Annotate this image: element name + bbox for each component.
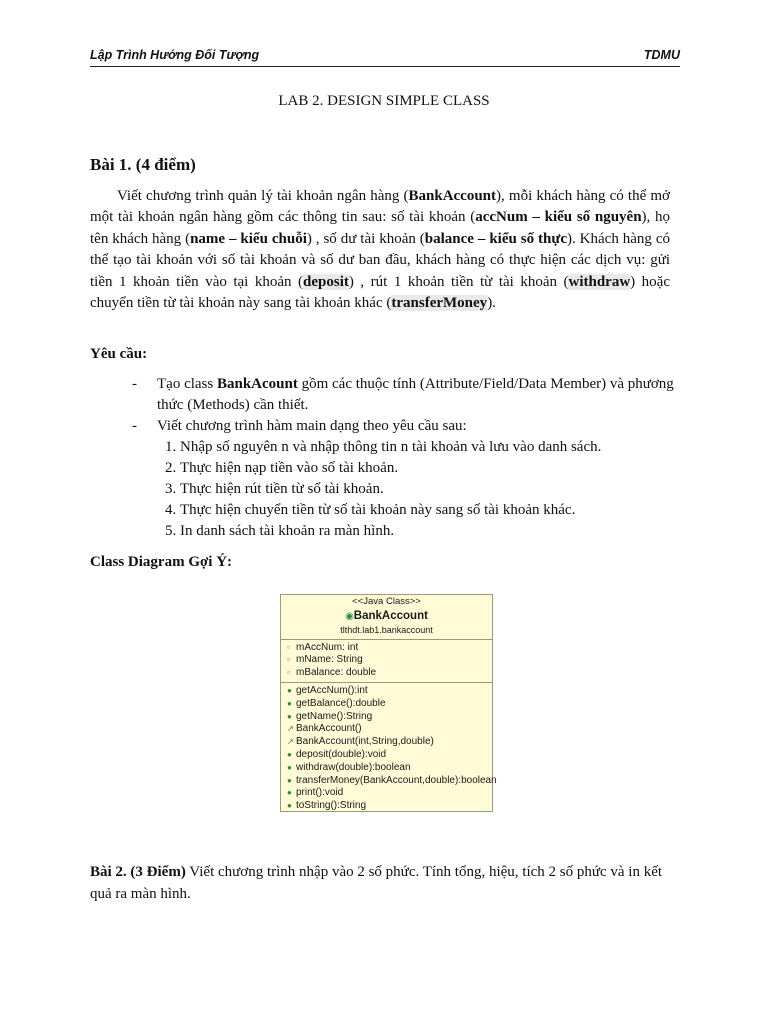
text-run: Tạo class (157, 376, 217, 392)
class-name-term: BankAcount (216, 376, 298, 392)
transfer-money-term: transferMoney (391, 295, 488, 312)
uml-field (287, 642, 492, 655)
public-method-icon: ● (287, 788, 292, 798)
text-run: gồm các thuộc tính (Attribute/Field/Data Member) và phương thức (Methods) cần thiết. (157, 376, 674, 413)
class-icon: ◉ (345, 610, 354, 622)
header-institution: TDMU (643, 48, 680, 62)
uml-method-text: getName():String (296, 710, 373, 722)
step-item: 3. Thực hiện rút tiền từ số tài khoản. (180, 479, 677, 500)
deposit-term: deposit (303, 273, 349, 290)
uml-method-text: getAccNum():int (296, 684, 368, 696)
uml-class-diagram (280, 594, 497, 812)
uml-class-header (281, 595, 492, 640)
text-run: ) hoặc chuyển tiền từ tài khoản này sang tài khoản khác ( (90, 273, 670, 312)
uml-field (287, 667, 492, 680)
constructor-icon: ↗ (287, 737, 294, 747)
step-item: 2. Thực hiện nạp tiền vào số tài khoản. (180, 458, 677, 479)
class-name-term: BankAccount (408, 188, 497, 204)
exercise-2-heading: Bài 2. (3 Điểm) (90, 864, 186, 880)
uml-method-text: withdraw(double):boolean (296, 761, 411, 773)
uml-method (287, 736, 492, 749)
exercise-2 (90, 862, 675, 905)
uml-class-name-text: BankAccount (353, 609, 428, 622)
step-item: 4. Thực hiện chuyển tiền từ số tài khoản này sang số tài khoản khác. (180, 500, 677, 521)
text-run: ). (487, 295, 496, 312)
uml-field-text: mBalance: double (296, 667, 377, 679)
uml-method-text: BankAccount(int,String,double) (296, 736, 434, 748)
text-run: ) , rút 1 khoản tiền từ tài khoản ( (348, 273, 569, 290)
private-field-icon: ▫ (287, 642, 290, 652)
requirement-item (132, 374, 677, 416)
uml-stereotype: <<Java Class>> (352, 596, 421, 607)
uml-method (287, 723, 492, 736)
public-method-icon: ● (287, 801, 292, 811)
lab-title: LAB 2. DESIGN SIMPLE CLASS (278, 93, 490, 109)
uml-class-name (281, 609, 492, 624)
uml-method (287, 711, 492, 724)
public-method-icon: ● (287, 775, 292, 785)
exercise-1-heading: Bài 1. (4 điểm) (90, 155, 196, 174)
text-run: ), họ tên khách hàng ( (90, 209, 670, 247)
uml-package: tlthdt.lab1.bankaccount (340, 624, 433, 635)
header-course-title: Lập Trình Hướng Đối Tượng (90, 48, 260, 62)
uml-method-text: toString():String (296, 800, 367, 812)
uml-method (287, 762, 492, 775)
text-run: ). Khách hàng có thể tạo tài khoản với số tài khoản và số dư ban đầu, khách hàng có thực hiện các dịch vụ: gửi tiền 1 khoản tiền vào tại khoản ( (90, 230, 671, 290)
uml-field-text: mName: String (296, 654, 363, 666)
private-field-icon: ▫ (287, 655, 290, 665)
main-steps-list (157, 437, 677, 542)
uml-method-text: getBalance():double (296, 697, 386, 709)
constructor-icon: ↗ (287, 724, 294, 734)
uml-field-text: mAccNum: int (296, 641, 359, 653)
exercise-1-description (90, 186, 670, 314)
text-run: Viết chương trình quản lý tài khoản ngân hàng ( (117, 188, 409, 204)
requirement-item (132, 416, 677, 542)
public-method-icon: ● (287, 698, 292, 708)
uml-method (287, 774, 497, 788)
uml-method-text: deposit(double):void (296, 748, 387, 760)
public-method-icon: ● (287, 749, 292, 759)
uml-methods-section (281, 683, 497, 815)
uml-method (287, 749, 492, 762)
text-run: ), mỗi khách hàng có thể mở một tài khoản ngân hàng gồm các thông tin sau: số tài khoản ( (90, 188, 670, 226)
uml-method (287, 800, 492, 813)
uml-method (287, 698, 492, 711)
requirements-list (132, 374, 677, 542)
uml-method (287, 685, 492, 698)
page-header (90, 46, 680, 67)
text-run: ) , số dư tài khoản ( (306, 230, 425, 247)
public-method-icon: ● (287, 711, 292, 721)
name-term: name – kiểu chuỗi (190, 230, 307, 247)
accnum-term: accNum – kiểu số nguyên (475, 209, 642, 226)
class-diagram-label: Class Diagram Gợi Ý: (90, 554, 233, 570)
text-run: Viết chương trình hàm main dạng theo yêu cầu sau: (157, 418, 467, 434)
uml-method (287, 787, 492, 800)
uml-field (287, 654, 492, 667)
public-method-icon: ● (287, 685, 292, 695)
uml-method-text: transferMoney(BankAccount,double):boolean (296, 774, 497, 786)
uml-method-text: print():void (296, 787, 344, 799)
uml-fields-section (281, 640, 492, 683)
uml-method-text: BankAccount() (296, 723, 362, 735)
private-field-icon: ▫ (287, 668, 290, 678)
exercise-2-text: Viết chương trình nhập vào 2 số phức. Tính tổng, hiệu, tích 2 số phức và in kết quả ra màn hình. (90, 864, 663, 902)
requirements-label: Yêu cầu: (90, 346, 148, 362)
balance-term: balance – kiểu số thực (424, 230, 568, 247)
public-method-icon: ● (287, 762, 292, 772)
step-item: 1. Nhập số nguyên n và nhập thông tin n tài khoản và lưu vào danh sách. (180, 437, 677, 458)
step-item: 5. In danh sách tài khoản ra màn hình. (180, 521, 677, 542)
withdraw-term: withdraw (568, 273, 631, 290)
